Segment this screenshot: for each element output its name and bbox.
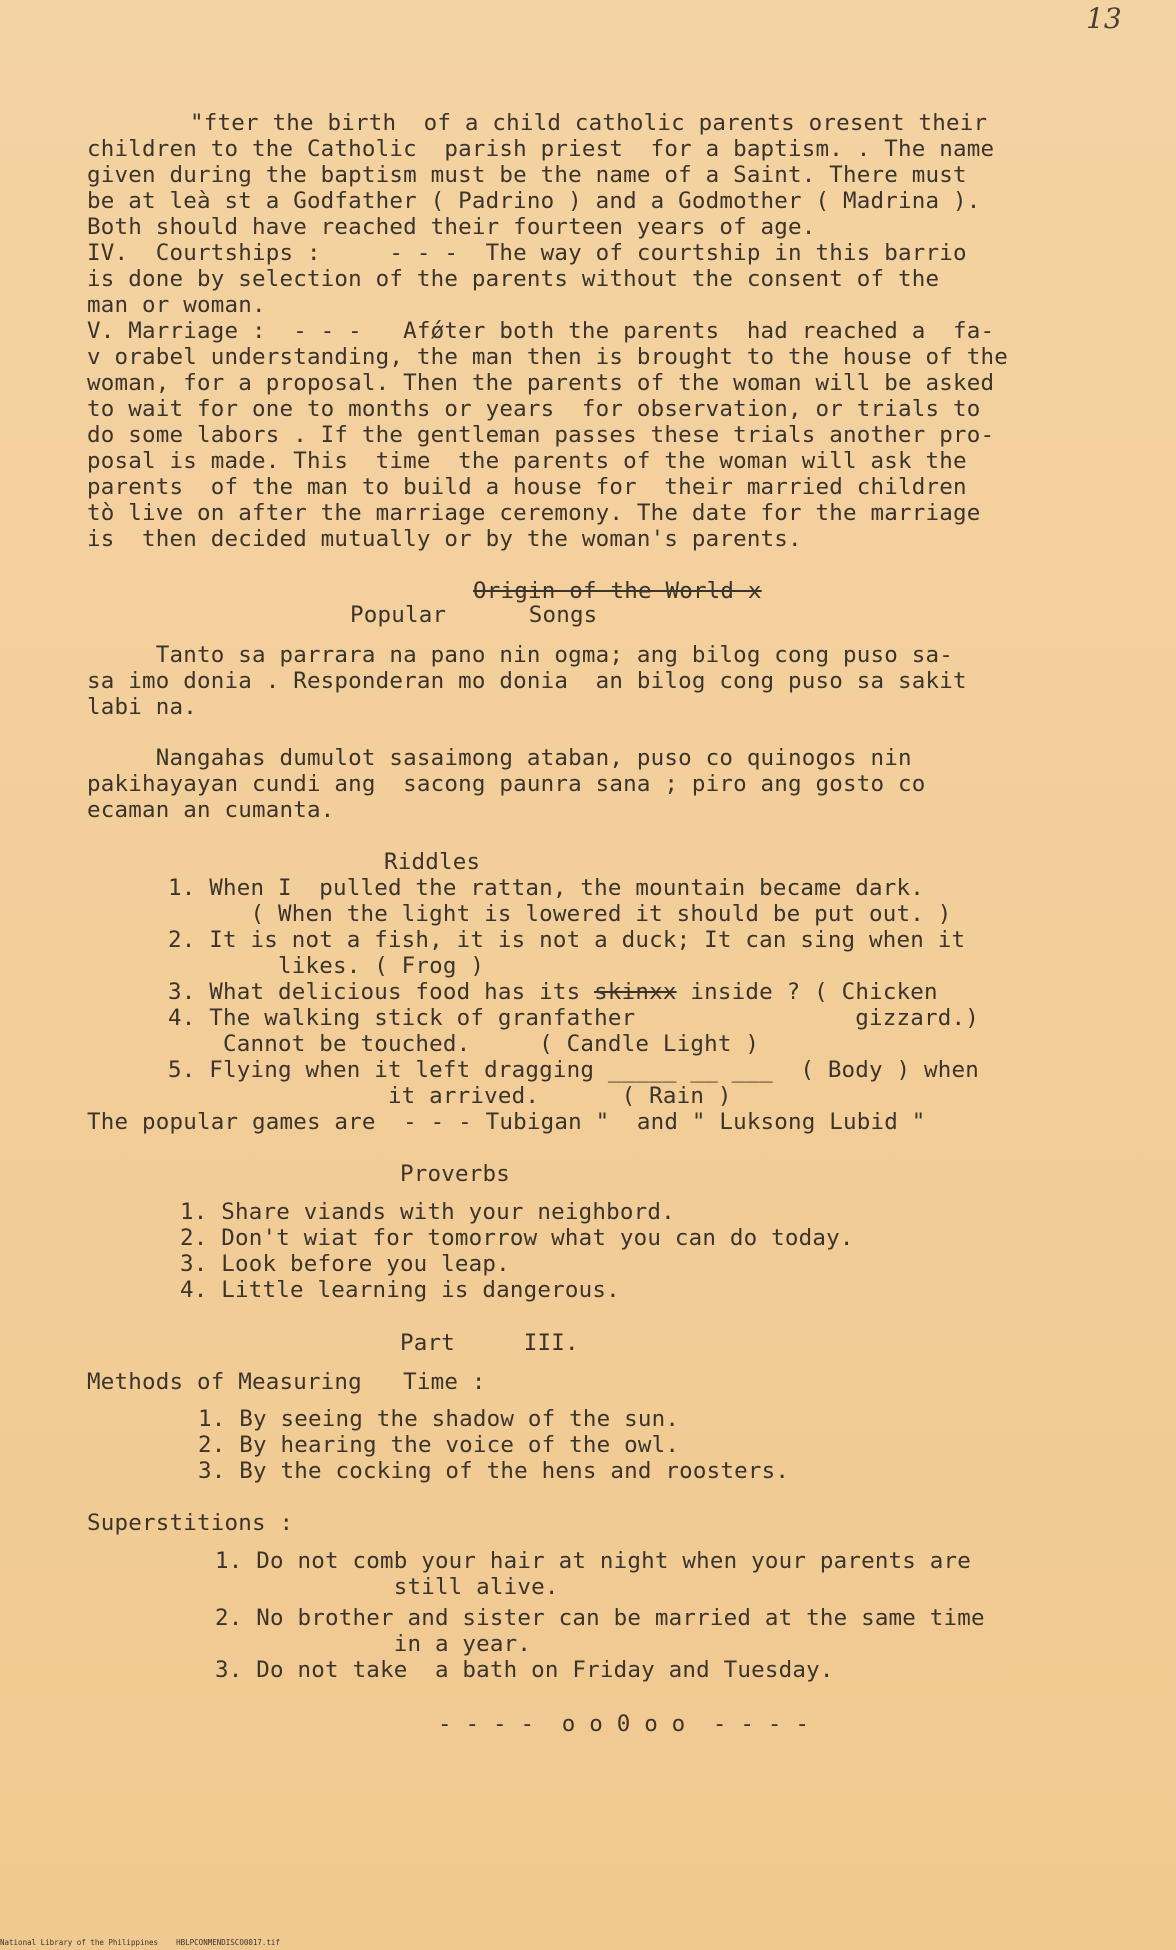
riddle-line: it arrived. ( Rain ): [168, 1083, 732, 1109]
song-line: pakihayayan cundi ang sacong paunra sana ; piro ang gosto co: [87, 771, 926, 797]
riddle-line: 4. The walking stick of granfather gizzard.): [168, 1005, 980, 1031]
courtship-line: man or woman.: [87, 292, 266, 318]
proverb-line: 2. Don't wiat for tomorrow what you can do today.: [180, 1225, 854, 1251]
riddle-line: likes. ( Frog ): [168, 953, 485, 979]
proverb-line: 3. Look before you leap.: [180, 1251, 510, 1277]
song-line: labi na.: [87, 694, 197, 720]
methods-heading: Methods of Measuring Time :: [87, 1369, 486, 1395]
body-line: Both should have reached their fourteen years of age.: [87, 214, 816, 240]
superstition-line: 2. No brother and sister can be married at the same time: [215, 1605, 985, 1631]
proverbs-heading: Proverbs: [400, 1161, 510, 1187]
courtship-line: is done by selection of the parents without the consent of the: [87, 266, 940, 292]
riddle-line: ( When the light is lowered it should be put out. ): [168, 901, 952, 927]
riddle-3-start: 3. What delicious food has its: [168, 979, 595, 1005]
song-line: ecaman an cumanta.: [87, 797, 335, 823]
body-line: given during the baptism must be the name of a Saint. There must: [87, 162, 967, 188]
superstition-line: 1. Do not comb your hair at night when your parents are: [215, 1548, 972, 1574]
song-line: Tanto sa parrara na pano nin ogma; ang bilog cong puso sa-: [87, 642, 954, 668]
song-line: Nangahas dumulot sasaimong ataban, puso co quinogos nin: [87, 745, 912, 771]
method-line: 1. By seeing the shadow of the sun.: [198, 1406, 680, 1432]
riddle-line: 1. When I pulled the rattan, the mountain became dark.: [168, 875, 925, 901]
courtship-line: IV. Courtships : - - - The way of courtship in this barrio: [87, 240, 967, 266]
marriage-line: v orabel understanding, the man then is brought to the house of the: [87, 344, 1008, 370]
method-line: 2. By hearing the voice of the owl.: [198, 1432, 680, 1458]
marriage-line: do some labors . If the gentleman passes these trials another pro-: [87, 422, 995, 448]
marriage-line: is then decided mutually or by the woman's parents.: [87, 526, 802, 552]
marriage-line: posal is made. This time the parents of the woman will ask the: [87, 448, 967, 474]
riddle-3-end: inside ? ( Chicken: [676, 979, 938, 1005]
song-line: sa imo donia . Responderan mo donia an bilog cong puso sa sakit: [87, 668, 967, 694]
marriage-line: to wait for one to months or years for observation, or trials to: [87, 396, 981, 422]
games-line: The popular games are - - - Tubigan " and " Luksong Lubid ": [87, 1109, 926, 1135]
part-heading: Part III.: [400, 1330, 579, 1356]
body-line: "fter the birth of a child catholic parents oresent their: [190, 110, 988, 136]
songs-heading: Popular Songs: [350, 602, 598, 628]
body-line: children to the Catholic parish priest for a baptism. . The name: [87, 136, 995, 162]
end-mark: - - - - o o 0 o o - - - -: [438, 1711, 810, 1737]
riddle-3-struck-word: skinxx: [594, 979, 677, 1005]
struck-heading: Origin of the World x: [473, 578, 762, 604]
method-line: 3. By the cocking of the hens and roosters.: [198, 1458, 790, 1484]
marriage-line: tò live on after the marriage ceremony. The date for the marriage: [87, 500, 981, 526]
riddles-heading: Riddles: [384, 849, 481, 875]
superstition-line: 3. Do not take a bath on Friday and Tuesday.: [215, 1657, 834, 1683]
riddle-line: [168, 979, 938, 1005]
riddle-line: 5. Flying when it left dragging _____ __ ___ ( Body ) when: [168, 1057, 980, 1083]
marriage-line: woman, for a proposal. Then the parents of the woman will be asked: [87, 370, 995, 396]
body-line: be at leà st a Godfather ( Padrino ) and a Godmother ( Madrina ).: [87, 188, 981, 214]
marriage-line: V. Marriage : - - - Afǿter both the parents had reached a fa-: [87, 318, 995, 344]
superstition-line: still alive.: [215, 1574, 559, 1600]
superstition-line: in a year.: [215, 1631, 532, 1657]
page-number: 13: [1086, 2, 1122, 35]
proverb-line: 4. Little learning is dangerous.: [180, 1277, 620, 1303]
riddle-line: 2. It is not a fish, it is not a duck; It can sing when it: [168, 927, 966, 953]
proverb-line: 1. Share viands with your neighbord.: [180, 1199, 675, 1225]
marriage-line: parents of the man to build a house for their married children: [87, 474, 967, 500]
archive-footer-id: National Library of the Philippines HBLPCONMENDISCO0017.tif: [0, 1938, 280, 1947]
superstitions-heading: Superstitions :: [87, 1510, 294, 1536]
riddle-line: Cannot be touched. ( Candle Light ): [168, 1031, 760, 1057]
